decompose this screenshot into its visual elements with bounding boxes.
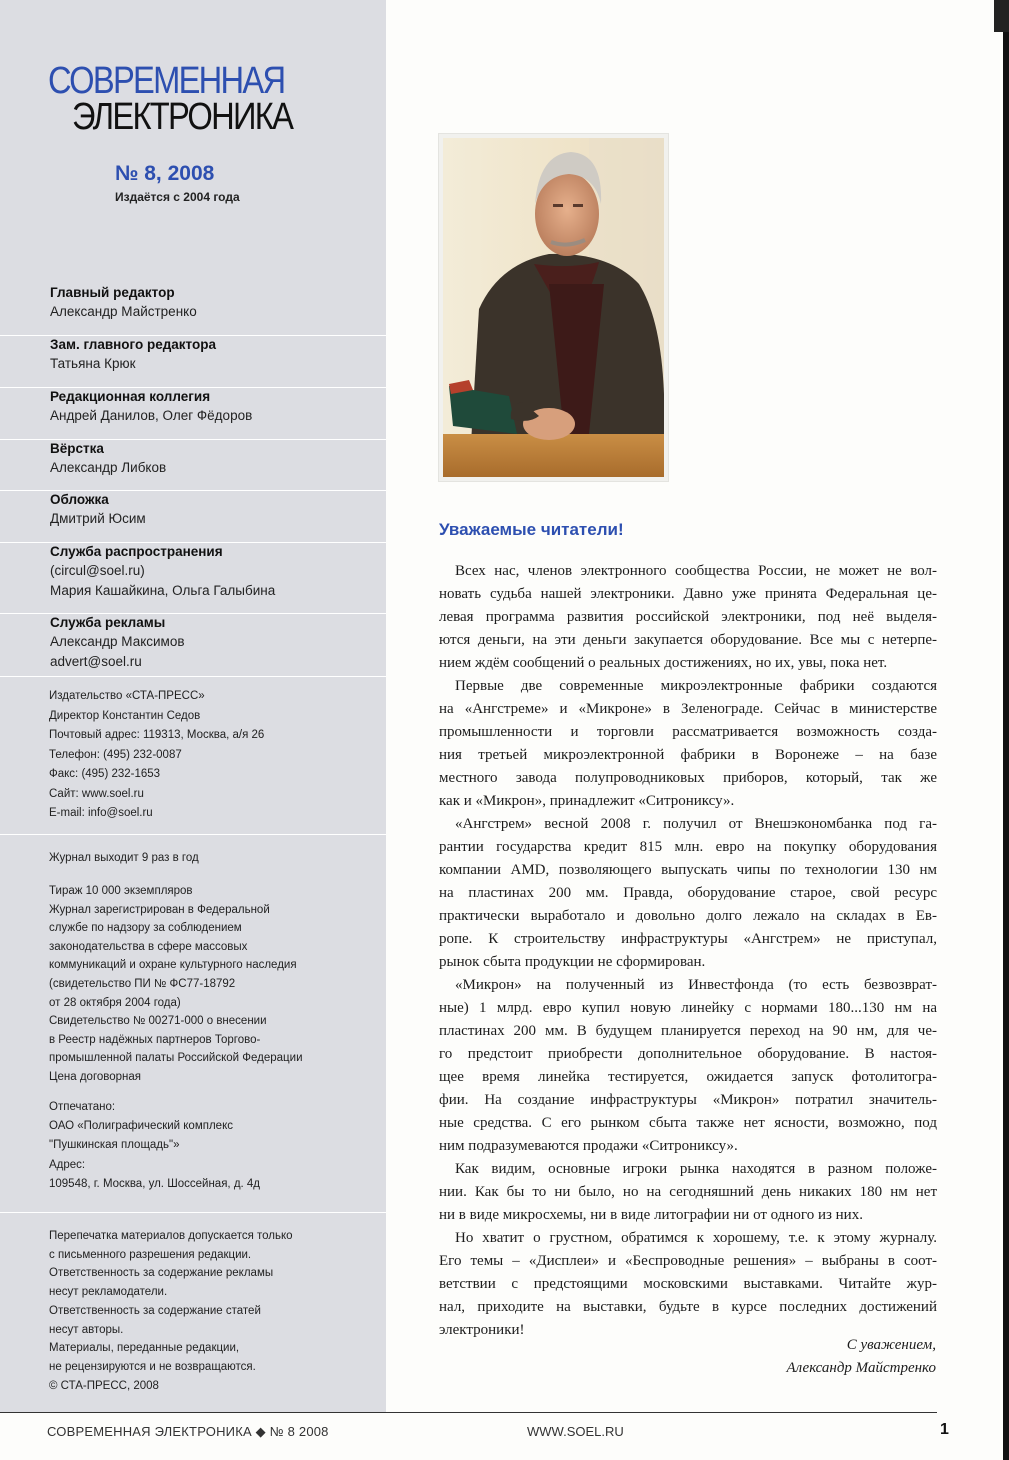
article-line: ни в виде микросхемы, ни в виде литографии ни от одного из них. <box>439 1207 863 1223</box>
article-paragraph <box>439 1158 937 1227</box>
article-line: как и «Микрон», принадлежит «Ситрониксу». <box>439 793 735 809</box>
staff-role: Вёрстка <box>50 441 104 456</box>
reprint-line: несут авторы. <box>49 1323 124 1336</box>
staff-entry <box>0 542 386 614</box>
registration-line: промышленной палаты Российской Федерации <box>49 1052 303 1065</box>
article-line: новать судьба нашей электроники. Давно уже принята Федеральная це- <box>439 586 937 602</box>
printer-line: "Пушкинская площадь"» <box>49 1139 180 1152</box>
registration-line: Цена договорная <box>49 1070 142 1083</box>
editorial-text <box>439 560 937 1342</box>
editor-portrait-image <box>439 134 668 481</box>
reprint-line: не рецензируются и не возвращаются. <box>49 1360 256 1373</box>
article-line: «Микрон» на полученный из Инвестфонда (то есть безвозврат- <box>455 977 937 993</box>
article-line: «Ангстрем» весной 2008 г. получил от Внешэкономбанка под га- <box>455 816 937 832</box>
article-line: промышленности и торговли рассматривается возможность созда- <box>439 724 937 740</box>
article-line: щее время линейка тестируется, ожидается запуск фотолитогра- <box>439 1069 937 1085</box>
footer-magazine-issue: СОВРЕМЕННАЯ ЭЛЕКТРОНИКА ◆ № 8 2008 <box>47 1424 329 1439</box>
registration-line: Тираж 10 000 экземпляров <box>49 885 193 897</box>
publisher-line: Сайт: www.soel.ru <box>49 787 144 800</box>
article-line: нал, приходите на выставки, будьте в курсе последних достижений <box>439 1299 937 1315</box>
signature-greeting: С уважением, <box>846 1337 936 1353</box>
staff-entry <box>0 335 386 388</box>
publisher-line: Телефон: (495) 232-0087 <box>49 748 182 761</box>
article-paragraph <box>439 813 937 974</box>
article-line: Его темы – «Дисплеи» и «Беспроводные решения» – выбраны в соот- <box>439 1253 937 1269</box>
page-number: 1 <box>940 1421 949 1438</box>
article-line: на пластинах 200 мм. Правда, оборудование старое, свой ресурс <box>439 885 937 901</box>
registration-line: в Реестр надёжных партнеров Торгово- <box>49 1033 261 1046</box>
scan-edge <box>1003 0 1009 1460</box>
article-heading: Уважаемые читатели! <box>439 520 624 539</box>
reprint-line: Перепечатка материалов допускается только <box>49 1230 293 1242</box>
article-line: ветствии с предстоящими московскими выставками. Читайте жур- <box>439 1276 937 1292</box>
staff-name: Александр Майстренко <box>50 304 197 319</box>
article-line: Первые две современные микроэлектронные фабрики создаются <box>455 678 937 694</box>
staff-role: Служба распространения <box>50 544 223 559</box>
reprint-line: Ответственность за содержание рекламы <box>49 1267 274 1280</box>
article-paragraph <box>439 675 937 813</box>
staff-role: Обложка <box>50 492 109 507</box>
printer-line: 109548, г. Москва, ул. Шоссейная, д. 4д <box>49 1177 261 1190</box>
divider <box>0 1212 386 1213</box>
printer-line: Адрес: <box>49 1158 86 1171</box>
article-line: ропе. К строительству инфраструктуры «Ангстрем» не приступал, <box>439 931 937 947</box>
publisher-line: Директор Константин Седов <box>49 709 201 722</box>
article-line: фии. На создание инфраструктуры «Микрон» потратил значитель- <box>439 1092 937 1108</box>
divider <box>0 834 386 835</box>
staff-name: Александр Либков <box>50 460 167 475</box>
article-line: го предстоит приобрести дополнительное оборудование. В настоя- <box>439 1046 937 1062</box>
staff-name: Мария Кашайкина, Ольга Галыбина <box>50 582 276 598</box>
reprint-line: с письменного разрешения редакции. <box>49 1248 252 1261</box>
registration-line: (свидетельство ПИ № ФС77-18792 <box>49 977 236 990</box>
staff-name: (circul@soel.ru) <box>50 563 145 578</box>
article-line: Всех нас, членов электронного сообщества России, не может не вол- <box>455 563 937 579</box>
signature-name: Александр Майстренко <box>786 1360 936 1376</box>
article-line: на «Ангстреме» и «Микроне» в Зеленограде. Сейчас в министерстве <box>439 701 937 717</box>
registration-line: службе по надзору за соблюдением <box>49 922 242 935</box>
printer-line: Отпечатано: <box>49 1101 116 1113</box>
reprint-line: Ответственность за содержание статей <box>49 1304 261 1317</box>
reprint-line: Материалы, переданные редакции, <box>49 1342 240 1355</box>
published-since: Издаётся с 2004 года <box>115 190 240 204</box>
staff-role: Служба рекламы <box>50 615 166 630</box>
article-line: Но хватит о грустном, обратимся к хорошему, т.е. к этому журналу. <box>455 1230 937 1246</box>
staff-entry <box>0 439 386 491</box>
staff-name: Татьяна Крюк <box>50 356 136 371</box>
article-line: практически выработало и довольно долго лежало на складах в Ев- <box>439 908 937 924</box>
scan-edge-corner <box>994 0 1009 32</box>
article-line: местного завода полупроводниковых приборов, который, так же <box>439 770 937 786</box>
staff-name: advert@soel.ru <box>50 653 142 669</box>
article-line: ним подразумеваются продажи «Ситрониксу». <box>439 1138 738 1154</box>
article-line: нием ждём сообщений о реальных достижениях, но их, увы, пока нет. <box>439 655 888 671</box>
staff-name: Александр Максимов <box>50 634 185 649</box>
article-paragraph <box>439 974 937 1158</box>
masthead-sidebar <box>0 0 386 1412</box>
article-line: рынок сбыта продукции не сформирован. <box>439 954 706 970</box>
staff-entry <box>0 490 386 543</box>
registration-line: Свидетельство № 00271-000 о внесении <box>49 1015 267 1028</box>
reprint-line: несут рекламодатели. <box>49 1286 168 1299</box>
publisher-info <box>49 687 264 824</box>
staff-entry <box>0 613 386 677</box>
signature <box>786 1334 936 1380</box>
article-paragraph <box>439 1227 937 1342</box>
staff-name: Дмитрий Юсим <box>50 511 146 526</box>
registration-line: коммуникаций и охране культурного наследия <box>49 959 297 972</box>
registration-line: Журнал зарегистрирован в Федеральной <box>49 903 270 916</box>
article-line: левая программа развития российской электроники, под неё выделя- <box>439 609 937 625</box>
printer-line: ОАО «Полиграфический комплекс <box>49 1120 233 1133</box>
article-line: ния третьей микроэлектронной фабрики в Воронеже – на базе <box>439 747 937 763</box>
printer-info <box>49 1098 260 1194</box>
divider <box>0 676 386 677</box>
logo-line-1: СОВРЕМЕННАЯ <box>48 60 285 102</box>
staff-entry <box>0 387 386 440</box>
article-line: ные) 1 млрд. евро купил новую линейку с нормами 180...130 нм на <box>439 1000 937 1016</box>
publisher-line: Издательство «СТА-ПРЕСС» <box>49 690 205 702</box>
article-line: Как видим, основные игроки рынка находятся в разном положе- <box>455 1161 937 1177</box>
article-paragraph <box>439 560 937 675</box>
reprint-line: © СТА-ПРЕСС, 2008 <box>49 1379 159 1392</box>
article-line: электроники! <box>439 1322 525 1338</box>
publisher-line: E-mail: info@soel.ru <box>49 807 153 819</box>
registration-line: от 28 октября 2004 года) <box>49 996 181 1009</box>
publisher-line: Почтовый адрес: 119313, Москва, а/я 26 <box>49 729 265 741</box>
issue-number: № 8, 2008 <box>115 162 215 185</box>
registration-info <box>49 882 303 1087</box>
reprint-notice <box>49 1227 293 1395</box>
registration-line: законодательства в сфере массовых <box>49 940 248 953</box>
article-line: рантии государства кредит 815 млн. евро на покупку оборудования <box>439 839 937 855</box>
article-line: ются деньги, на эти деньги закупается оборудование. Все мы с нетерпе- <box>439 632 937 648</box>
staff-role: Зам. главного редактора <box>50 337 216 352</box>
footer-rule <box>0 1412 937 1413</box>
article-line: нии. Как бы то ни было, но на сегодняшний день никаких 180 нм нет <box>439 1184 937 1200</box>
magazine-logo <box>48 62 348 142</box>
logo-line-2: ЭЛЕКТРОНИКА <box>72 96 293 138</box>
article-line: ные средства. С его рынком сбыта также нет ясности, возможно, под <box>439 1115 937 1131</box>
staff-entry <box>0 283 386 336</box>
staff-name: Андрей Данилов, Олег Фёдоров <box>50 408 253 423</box>
article-line: компании AMD, позволяющего выпускать чипы по технологии 130 нм <box>439 862 937 878</box>
staff-role: Главный редактор <box>50 285 175 300</box>
publisher-line: Факс: (495) 232-1653 <box>49 768 161 780</box>
footer-website: WWW.SOEL.RU <box>527 1424 624 1439</box>
frequency-note: Журнал выходит 9 раз в год <box>49 852 199 864</box>
staff-role: Редакционная коллегия <box>50 389 211 404</box>
editor-photo <box>439 134 668 481</box>
article-line: пластинах 200 мм. В будущем планируется переход на 90 нм, для че- <box>439 1023 937 1039</box>
